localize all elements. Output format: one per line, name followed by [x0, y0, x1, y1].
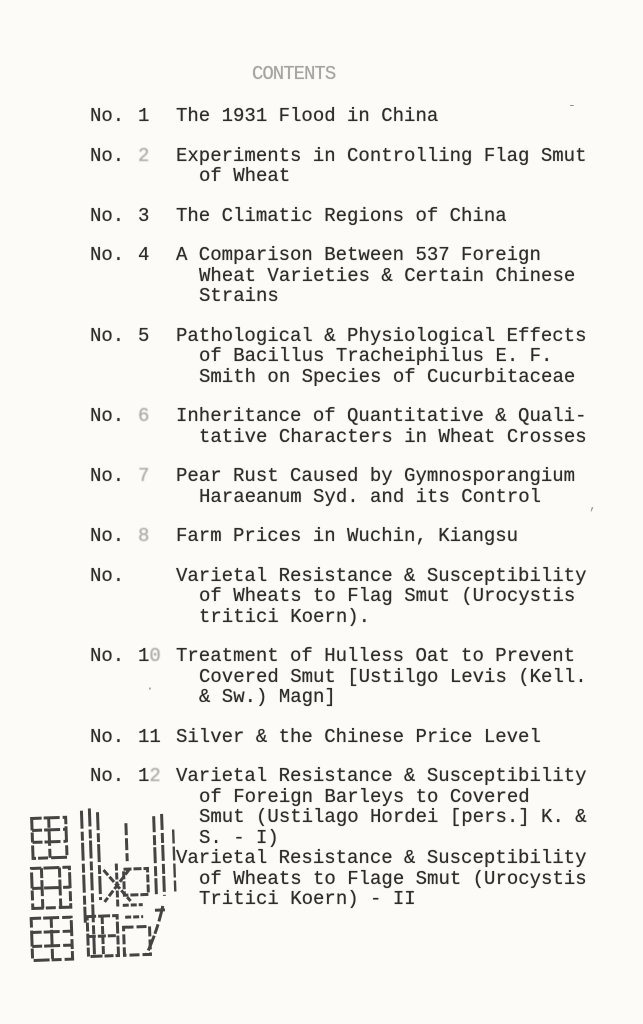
entry-number	[128, 766, 176, 848]
entry-number-faint: 0	[149, 645, 161, 667]
entry-line: Pathological & Physiological Effects	[176, 324, 587, 347]
ink-artifact: -	[568, 98, 576, 113]
toc-entry	[0, 326, 643, 388]
entry-number-clear: 1	[138, 105, 150, 127]
entry-line: Tritici Koern) - II	[199, 888, 416, 910]
entry-number-clear: 4	[138, 244, 150, 266]
entry-line: S. - I)	[199, 826, 279, 849]
entry-number-clear: 3	[138, 204, 150, 227]
entry-line: of Bacillus Tracheiphilus E. F.	[199, 345, 553, 367]
entry-number-faint: 7	[138, 465, 150, 487]
entry-line: The Climatic Regions of China	[176, 204, 507, 227]
entry-no-label: No.	[90, 324, 125, 347]
entry-title	[176, 526, 643, 547]
entry-number-faint: 2	[138, 144, 150, 167]
entry-line: Varietal Resistance & Susceptibility	[176, 765, 587, 787]
entry-line: & Sw.) Magn]	[199, 686, 336, 708]
entry-no-label: No.	[90, 105, 125, 127]
entry-line: tative Characters in Wheat Crosses	[199, 425, 587, 448]
ink-artifact: ·	[146, 681, 154, 696]
entry-number-clear: 1	[138, 765, 150, 787]
entry-no-label: No.	[90, 765, 125, 787]
entry-title	[176, 848, 643, 910]
entry-number	[128, 526, 176, 547]
entry-number-clear: 1	[138, 645, 150, 667]
entry-no-label: No.	[90, 564, 125, 587]
entry-line: Smith on Species of Cucurbitaceae	[199, 365, 576, 388]
entry-number-clear: 5	[138, 324, 150, 347]
entry-title	[176, 466, 643, 507]
toc-entry	[0, 466, 643, 507]
entry-line: Smut (Ustilago Hordei [pers.] K. &	[199, 806, 587, 828]
entry-no-label: No.	[90, 244, 125, 266]
entry-number	[128, 106, 176, 127]
entry-title	[176, 646, 643, 708]
entry-title	[176, 206, 643, 227]
entry-number	[128, 566, 176, 628]
entry-line: Wheat Varieties & Certain Chinese	[199, 264, 576, 287]
entry-no-label: No.	[90, 204, 125, 227]
page-title: CONTENTS	[252, 63, 336, 85]
entry-line: Haraeanum Syd. and its Control	[199, 485, 542, 508]
entry-number-clear: 11	[138, 725, 161, 748]
entry-line: of Wheats to Flag Smut (Urocystis	[199, 585, 576, 607]
entry-line: Farm Prices in Wuchin, Kiangsu	[176, 525, 519, 547]
entry-title	[176, 727, 643, 748]
entry-number	[128, 146, 176, 187]
entry-line: Strains	[199, 285, 279, 307]
entry-number	[128, 326, 176, 388]
entry-title	[176, 326, 643, 388]
entry-line: Inheritance of Quantitative & Quali-	[176, 405, 587, 427]
entry-number-faint: 8	[138, 525, 150, 547]
entry-line: Pear Rust Caused by Gymnosporangium	[176, 465, 576, 487]
entry-no-label: No.	[90, 525, 125, 547]
entry-no-label: No.	[90, 725, 125, 748]
entry-line: Treatment of Hulless Oat to Prevent	[176, 645, 576, 667]
entry-line: Varietal Resistance & Susceptibility	[176, 564, 587, 587]
entry-line: of Foreign Barleys to Covered	[199, 785, 530, 808]
entry-title	[176, 406, 643, 447]
entry-number-faint: 2	[149, 765, 161, 787]
entry-line: Experiments in Controlling Flag Smut	[176, 144, 587, 167]
toc-entry	[0, 245, 643, 307]
toc-entry	[0, 206, 643, 227]
entry-no-label: No.	[90, 465, 125, 487]
entry-no-label: No.	[90, 405, 125, 427]
entry-title	[176, 766, 643, 848]
toc	[0, 106, 643, 910]
entry-number-faint: 6	[138, 405, 150, 427]
entry-number	[128, 848, 176, 910]
toc-entry	[0, 766, 643, 848]
entry-line: Varietal Resistance & Susceptibility	[176, 847, 587, 869]
entry-number	[128, 245, 176, 307]
toc-entry	[0, 727, 643, 748]
toc-entry	[0, 848, 643, 910]
toc-entry	[0, 566, 643, 628]
entry-no-label	[90, 848, 128, 910]
entry-line: A Comparison Between 537 Foreign	[176, 244, 541, 266]
toc-entry	[0, 146, 643, 187]
entry-title	[176, 146, 643, 187]
entry-title	[176, 106, 643, 127]
entry-no-label: No.	[90, 144, 125, 167]
entry-line: of Wheat	[199, 165, 291, 187]
toc-entry	[0, 106, 643, 127]
entry-no-label: No.	[90, 645, 125, 667]
entry-number	[128, 406, 176, 447]
entry-title	[176, 566, 643, 628]
entry-number	[128, 646, 176, 708]
entry-number	[128, 206, 176, 227]
entry-line: Silver & the Chinese Price Level	[176, 725, 541, 748]
toc-entry	[0, 646, 643, 708]
entry-title	[176, 245, 643, 307]
toc-entry	[0, 406, 643, 447]
ink-artifact: ,	[589, 498, 597, 513]
entry-number	[128, 727, 176, 748]
entry-line: The 1931 Flood in China	[176, 105, 439, 127]
toc-entry	[0, 526, 643, 547]
entry-line: of Wheats to Flage Smut (Urocystis	[199, 867, 587, 890]
entry-line: tritici Koern).	[199, 605, 371, 628]
entry-line: Covered Smut [Ustilgo Levis (Kell.	[199, 665, 587, 688]
entry-number	[128, 466, 176, 507]
